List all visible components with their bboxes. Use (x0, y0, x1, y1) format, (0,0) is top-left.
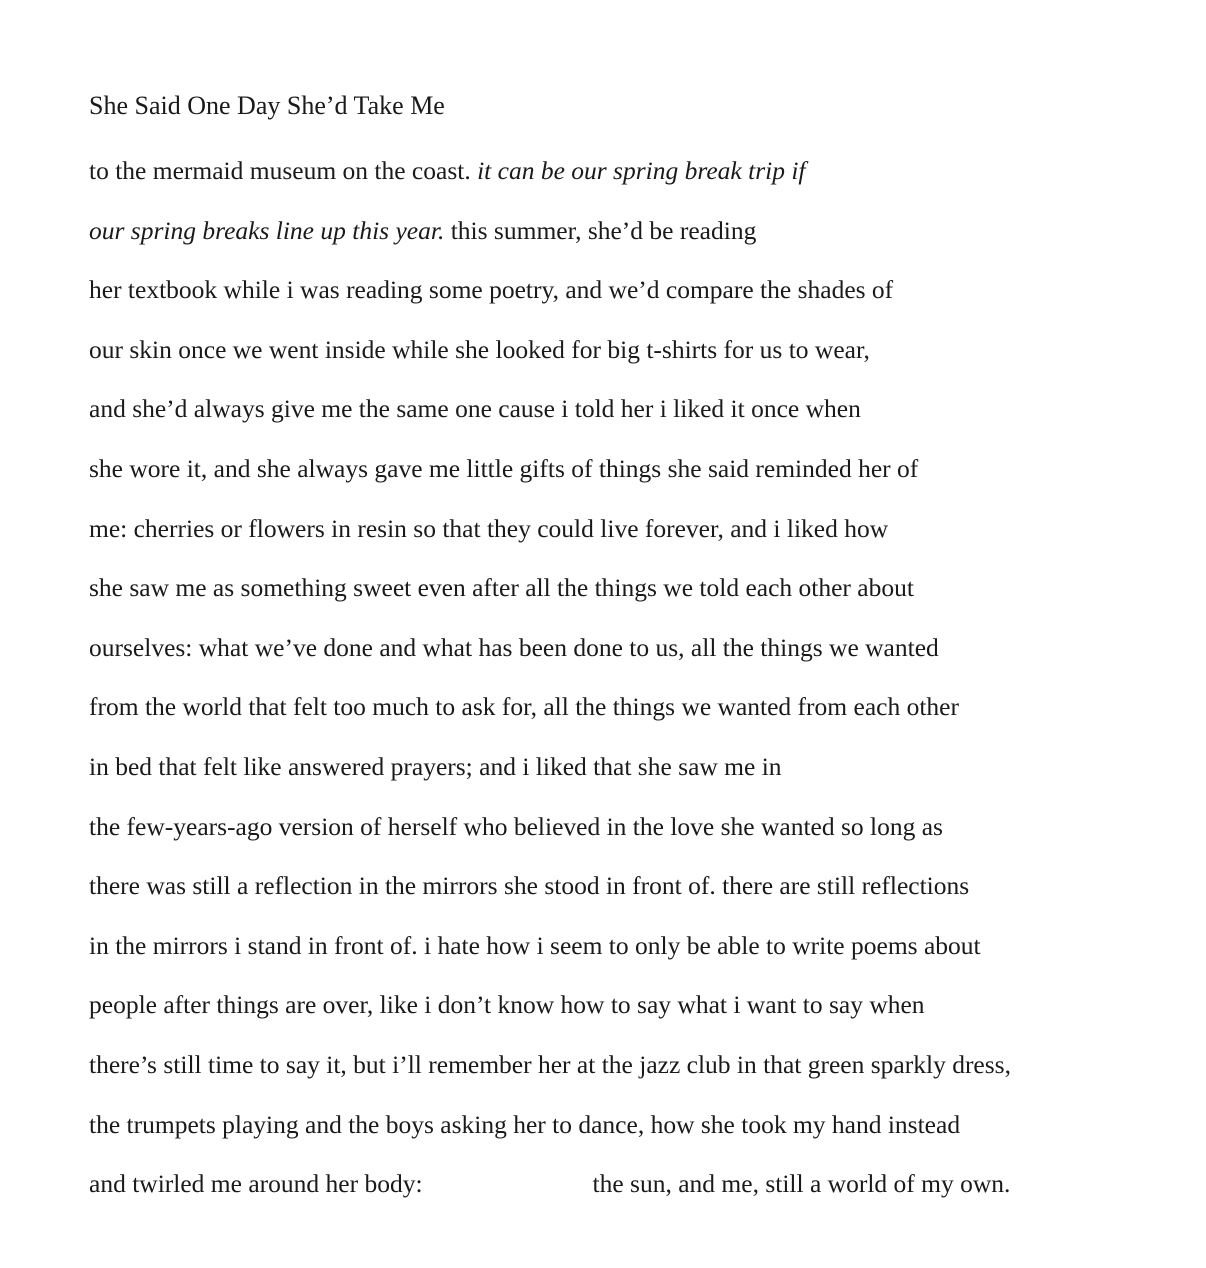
poem-line (89, 1045, 1189, 1105)
text-segment: to the mermaid museum on the coast. (89, 156, 478, 185)
poem-line (89, 747, 1189, 807)
text-segment: in the mirrors i stand in front of. i hate how i seem to only be able to write poems about (89, 930, 981, 960)
poem-line (89, 866, 1189, 926)
text-segment: she saw me as something sweet even after all the things we told each other about (89, 573, 914, 603)
text-segment: our skin once we went inside while she looked for big t-shirts for us to wear, (89, 334, 870, 364)
poem-line (89, 1105, 1189, 1165)
poem-line (89, 985, 1189, 1045)
text-segment: from the world that felt too much to ask for, all the things we wanted from each other (89, 692, 959, 722)
poem-title: She Said One Day She’d Take Me (89, 91, 445, 120)
poem-line (89, 687, 1189, 747)
poem-line (89, 330, 1189, 390)
poem-line (89, 1164, 1189, 1224)
poem-line (89, 568, 1189, 628)
text-segment: people after things are over, like i don’t know how to say what i want to say when (89, 990, 925, 1020)
text-segment: there was still a reflection in the mirrors she stood in front of. there are still reflections (89, 871, 970, 901)
poem-line (89, 807, 1189, 867)
poem-line (89, 151, 1189, 211)
poem-line (89, 509, 1189, 569)
poem-line (89, 926, 1189, 986)
text-segment: in bed that felt like answered prayers; and i liked that she saw me in (89, 751, 782, 781)
poem-line (89, 628, 1189, 688)
text-segment: this summer, she’d be reading (444, 215, 757, 245)
text-segment: and twirled me around her body: (89, 1169, 423, 1199)
text-segment: and she’d always give me the same one cause i told her i liked it once when (89, 394, 861, 424)
poem-line (89, 449, 1189, 509)
text-segment: the trumpets playing and the boys asking her to dance, how she took my hand instead (89, 1109, 961, 1139)
poem-line (89, 270, 1189, 330)
italic-text-segment: it can be our spring break trip if (477, 156, 806, 185)
poem-line (89, 389, 1189, 449)
text-segment: she wore it, and she always gave me little gifts of things she said reminded her of (89, 453, 919, 483)
text-segment: the few-years-ago version of herself who believed in the love she wanted so long as (89, 811, 943, 841)
text-segment: her textbook while i was reading some poetry, and we’d compare the shades of (89, 275, 894, 305)
text-segment: there’s still time to say it, but i’ll remember her at the jazz club in that green sparkly dress, (89, 1049, 1011, 1079)
poem-body (89, 151, 1189, 1224)
poem-line (89, 211, 1189, 271)
text-segment: me: cherries or flowers in resin so that they could live forever, and i liked how (89, 513, 889, 543)
italic-text-segment: our spring breaks line up this year. (89, 215, 445, 245)
text-segment: ourselves: what we’ve done and what has been done to us, all the things we wanted (89, 632, 939, 662)
text-segment: the sun, and me, still a world of my own. (592, 1169, 1011, 1199)
